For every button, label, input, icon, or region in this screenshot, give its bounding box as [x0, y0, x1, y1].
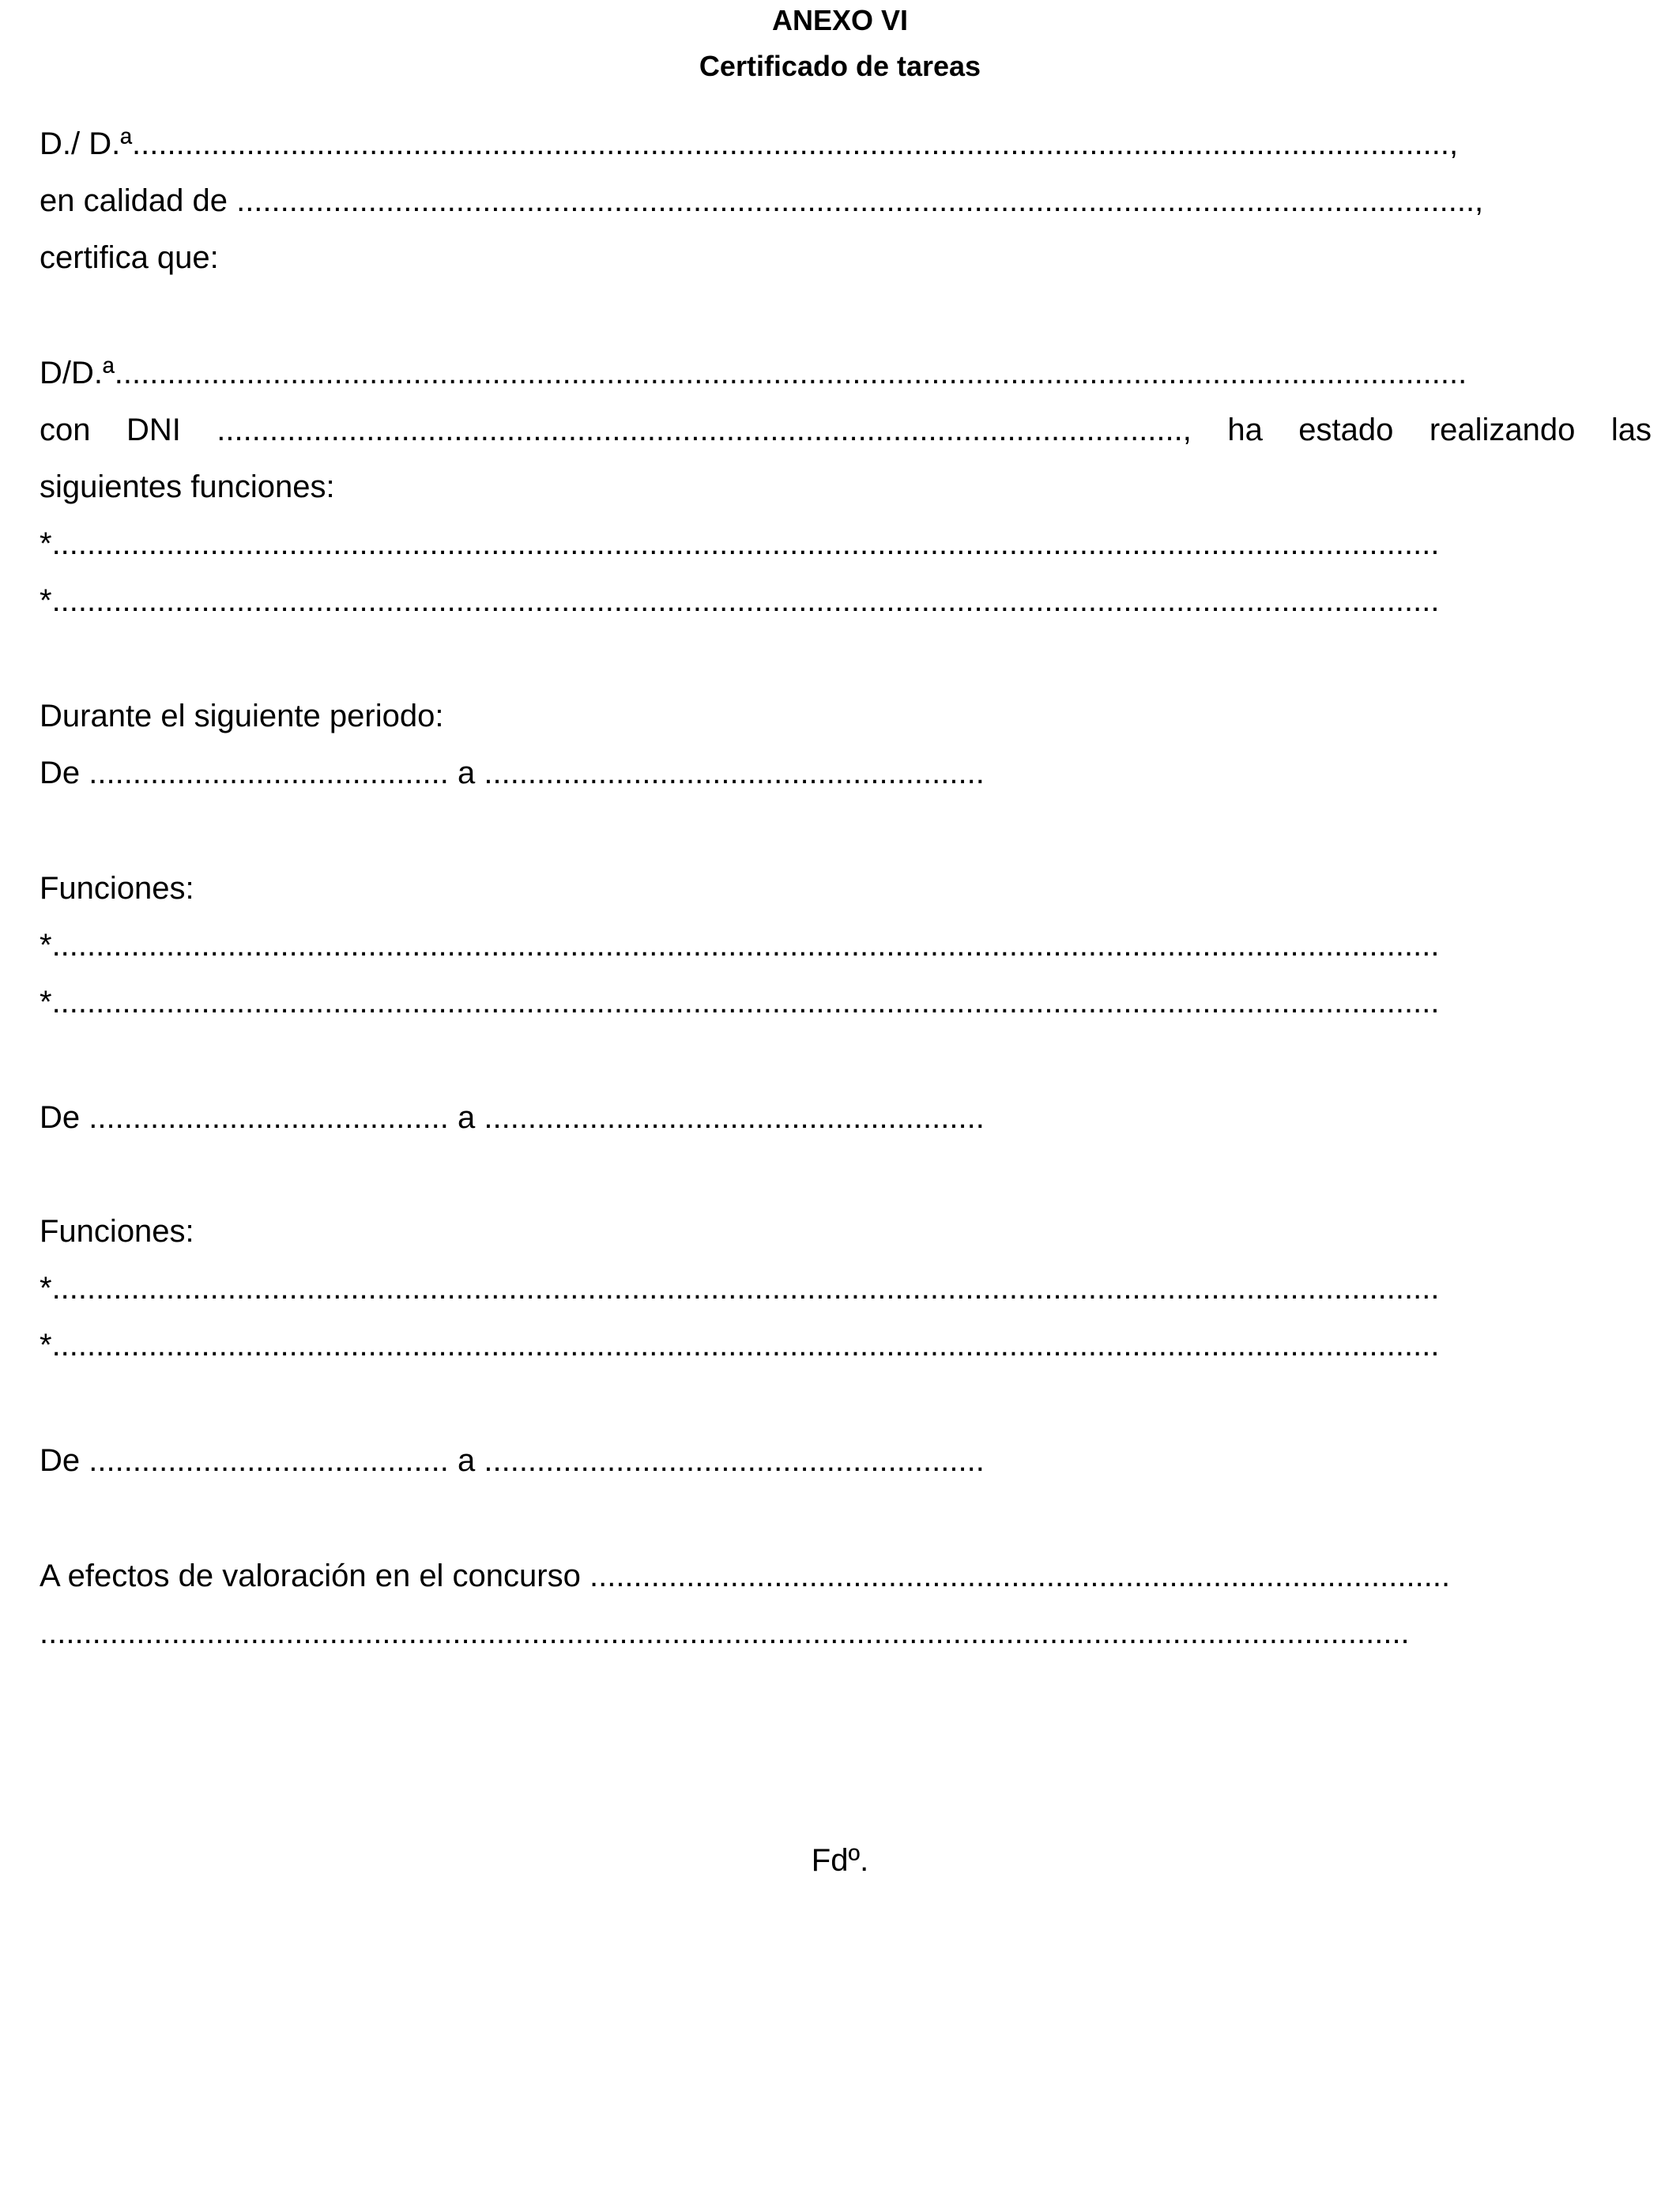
line-functions-heading: Funciones:	[40, 1214, 194, 1249]
line-period-range: De ......................................... a .........................................................	[40, 1443, 985, 1478]
line-certifies: certifica que:	[40, 240, 219, 275]
line-role: en calidad de .............................................................................................................................................,	[40, 183, 1484, 218]
line-employee-name: D/D.ª..........................................................................................................................................................	[40, 356, 1467, 390]
line-period-intro: Durante el siguiente periodo:	[40, 699, 444, 733]
line-function-item: *..............................................................................................................................................................	[40, 526, 1440, 561]
annex-heading: ANEXO VI	[771, 4, 909, 36]
line-function-item: *..............................................................................................................................................................	[40, 985, 1440, 1020]
line-functions-intro: siguientes funciones:	[40, 469, 335, 504]
line-period-range: De ......................................... a .........................................................	[40, 1100, 985, 1135]
line-holder-name: D./ D.ª......................................................................................................................................................,	[40, 126, 1459, 161]
line-function-item: *..............................................................................................................................................................	[40, 1271, 1440, 1306]
document-title: Certificado de tareas	[699, 50, 981, 82]
line-function-item: *..............................................................................................................................................................	[40, 1328, 1440, 1363]
line-dni: con DNI .............................................................................................................., ha estado realizando las	[40, 413, 1652, 447]
line-period-range: De ......................................... a .........................................................	[40, 756, 985, 790]
signature-label: Fdº.	[811, 1843, 869, 1878]
line-valuation-purpose: A efectos de valoración en el concurso ..................................................................................................	[40, 1559, 1451, 1593]
line-function-item: *..............................................................................................................................................................	[40, 928, 1440, 963]
line-function-item: *..............................................................................................................................................................	[40, 583, 1440, 618]
line-functions-heading: Funciones:	[40, 871, 194, 906]
line-valuation-continuation: ............................................................................................................................................................	[40, 1615, 1410, 1650]
